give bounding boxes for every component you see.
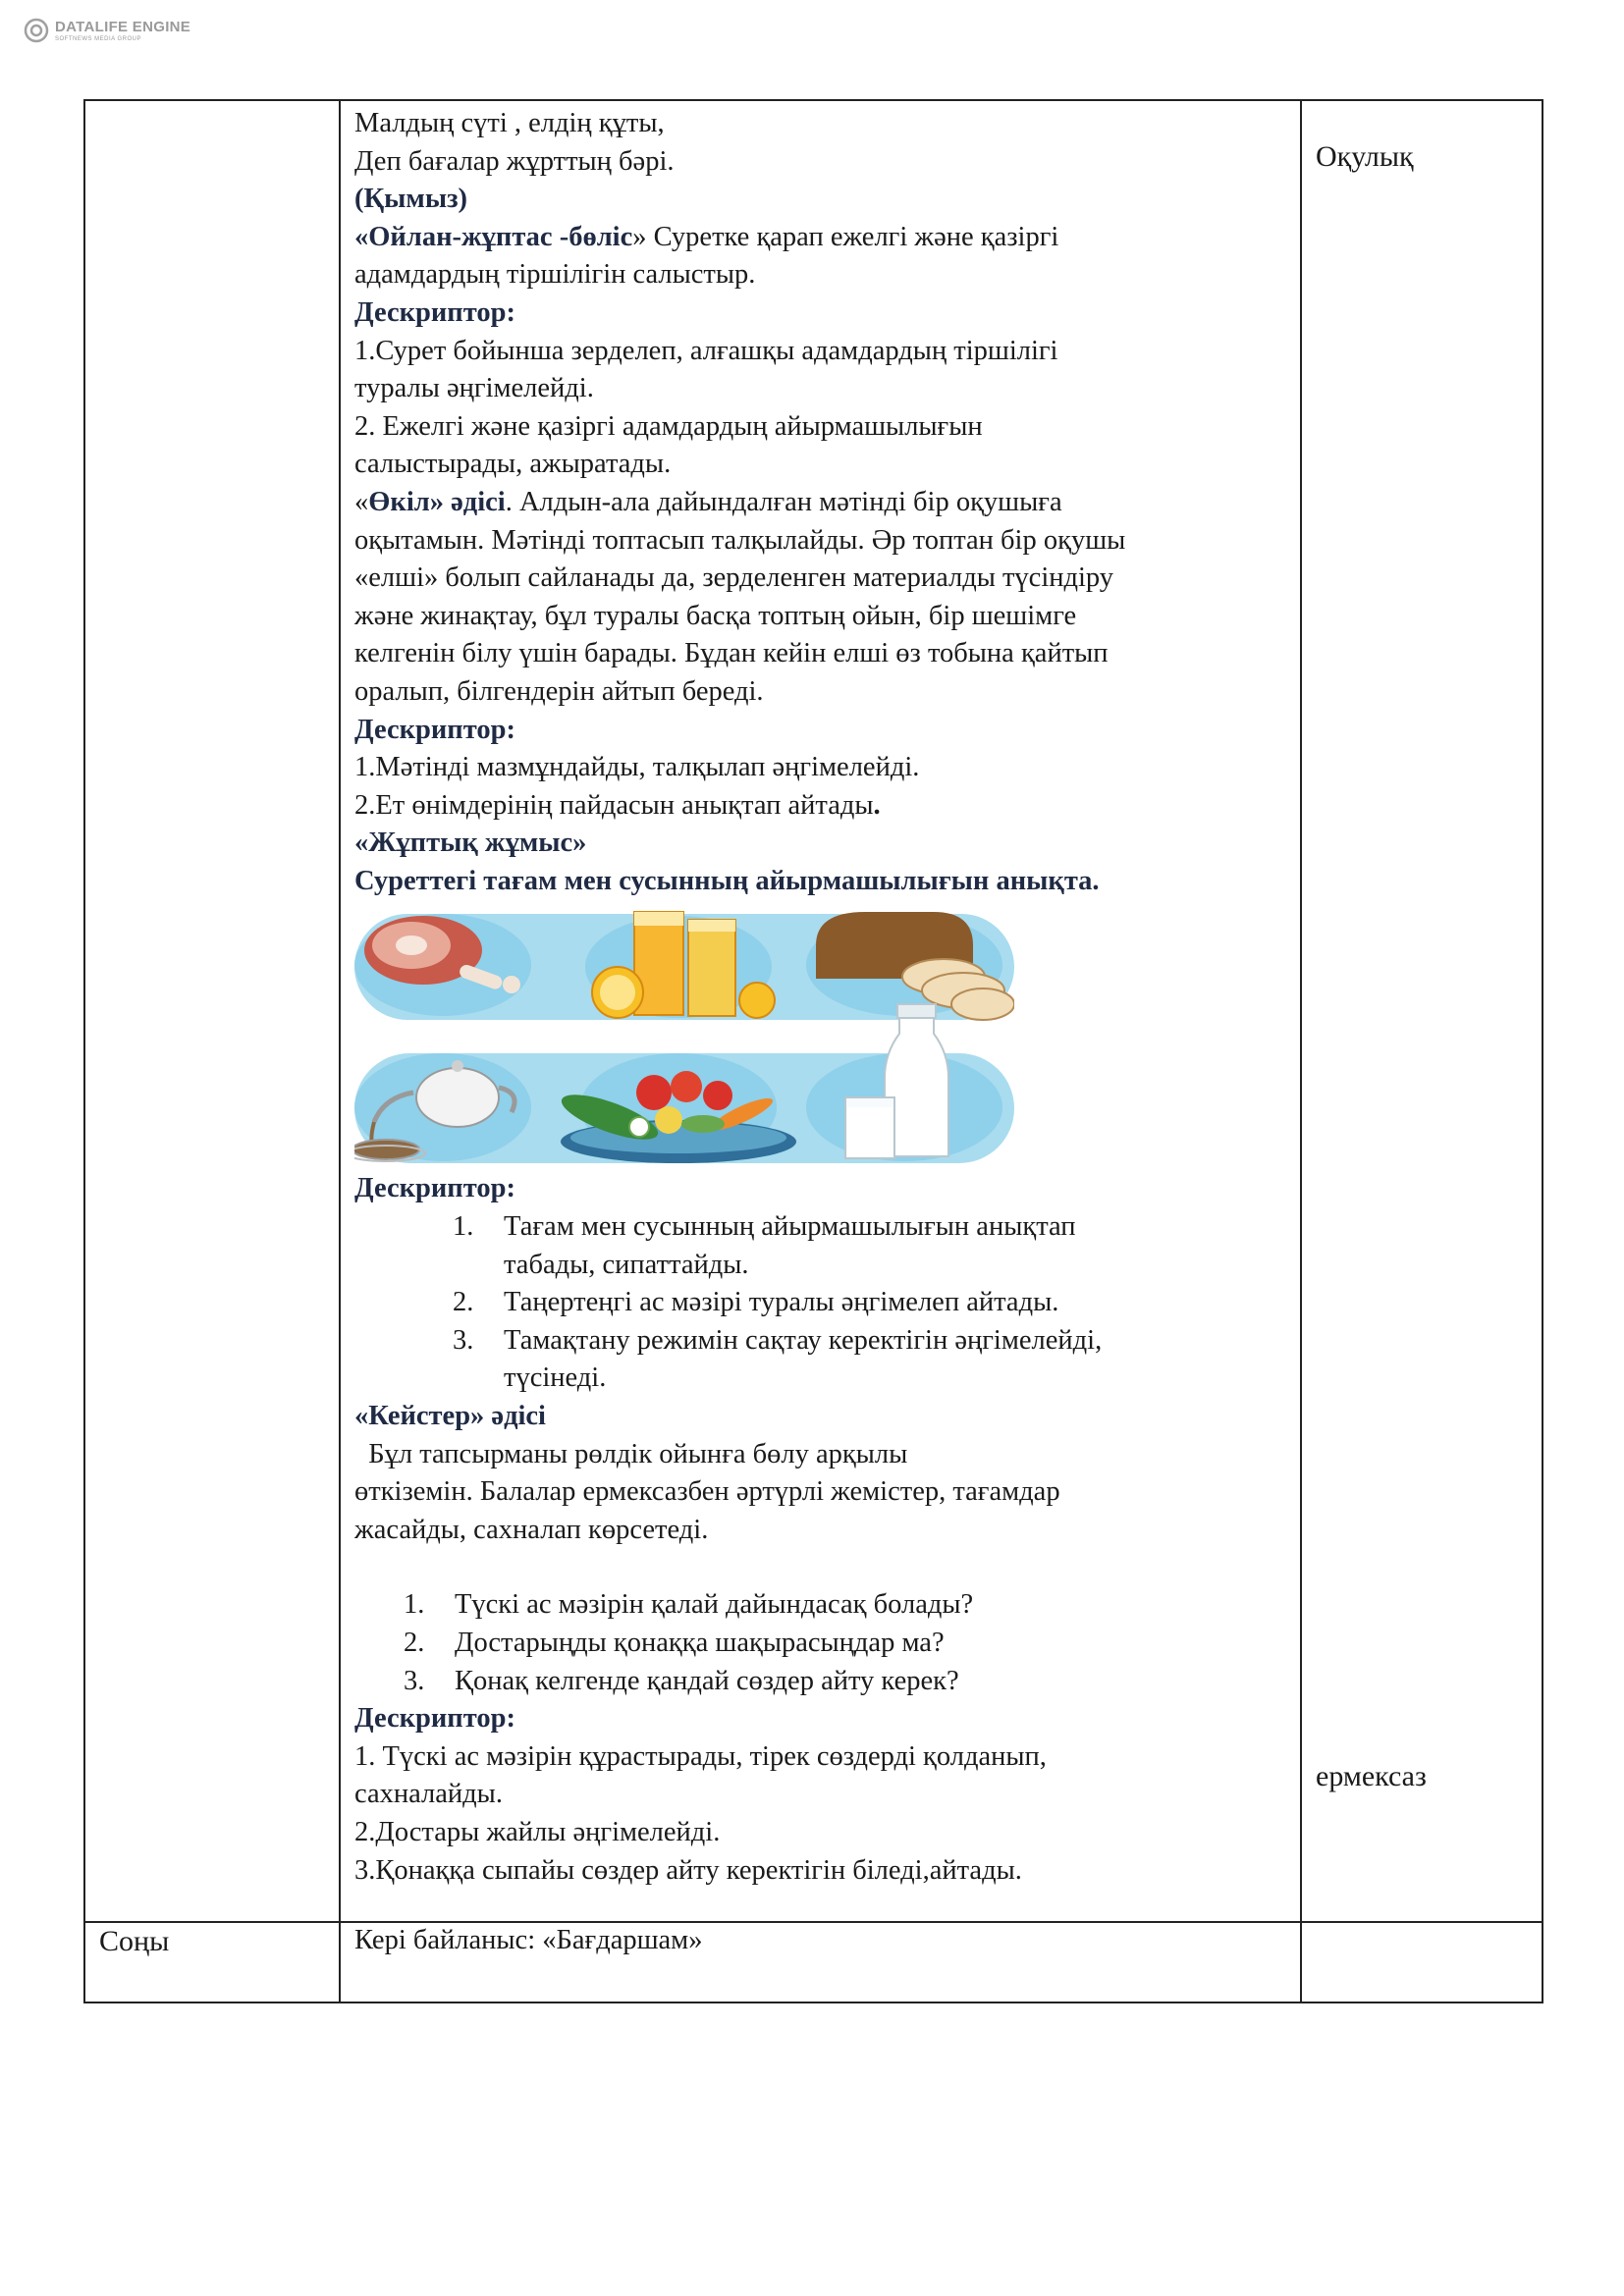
food-and-drinks-image	[354, 906, 1014, 1166]
method-title: «Ойлан-жұптас -бөліс	[354, 221, 633, 252]
descriptor-item: салыстырады, ажыратады.	[354, 449, 672, 480]
envoy-method: «Өкіл» әдісі. Алдын-ала дайындалған мәтінді бір оқушыға	[354, 486, 1062, 517]
list-item: 2. Таңертеңгі ас мәзірі туралы әңгімелеп айтады.	[453, 1287, 1059, 1318]
method-text: келгенін білу үшін барады. Бұдан кейін елші өз тобына қайтып	[354, 638, 1109, 669]
method-title: Өкіл» әдісі	[368, 486, 506, 517]
descriptor-item: 2.Ет өнімдерінің пайдасын анықтап айтады.	[354, 789, 881, 821]
descriptor-item: 2. Ежелгі және қазіргі адамдардың айырмашылығын	[354, 410, 983, 442]
list-item: 2. Достарыңды қонаққа шақырасыңдар ма?	[404, 1628, 945, 1658]
watermark-title: DATALIFE ENGINE	[55, 18, 191, 35]
poem-line: Малдың сүті , елдің құты,	[354, 108, 665, 138]
list-item: түсінеді.	[504, 1362, 607, 1394]
poem-line: Деп бағалар жұрттың бәрі.	[354, 145, 675, 177]
descriptor-item: 3.Қонаққа сыпайы сөздер айту керектігін біледі,айтады.	[354, 1854, 1022, 1886]
list-item: 1. Тағам мен сусынның айырмашылығын анықтап	[453, 1211, 1076, 1243]
list-item: 3. Тамақтану режимін сақтау керектігін әңгімелейді,	[453, 1324, 1103, 1356]
pair-work-heading: «Жұптық жұмыс»	[354, 828, 587, 859]
method-text: оралып, білгендерін айтып береді.	[354, 675, 764, 707]
cases-method-heading: «Кейстер» әдісі	[354, 1401, 546, 1432]
think-pair-share-task: «Ойлан-жұптас -бөліс» Суретке қарап ежелгі және қазіргі	[354, 221, 1059, 252]
method-text: Бұл тапсырманы рөлдік ойынға бөлу арқылы	[354, 1438, 908, 1469]
activity-cell	[340, 100, 1301, 1922]
table-row	[84, 100, 1543, 1922]
descriptor-item: сахналайды.	[354, 1779, 503, 1810]
resource-plasticine: ермексаз	[1316, 1760, 1427, 1792]
method-text: жасайды, сахналап көрсетеді.	[354, 1514, 709, 1545]
pair-work-task: Суреттегі тағам мен сусынның айырмашылығын анықта.	[354, 865, 1100, 896]
datalife-logo-icon	[24, 18, 49, 43]
descriptor-item: 1.Мәтінді мазмұндайды, талқылап әңгімелейді.	[354, 752, 920, 783]
list-item: 1. Түскі ас мәзірін қалай дайындасақ болады?	[404, 1589, 974, 1621]
method-text: «елші» болып сайланады да, зерделенген материалды түсіндіру	[354, 562, 1114, 594]
descriptor-item: 2.Достары жайлы әңгімелейді.	[354, 1816, 721, 1847]
lesson-plan-table	[83, 99, 1543, 2003]
descriptor-heading: Дескриптор:	[354, 1703, 515, 1735]
descriptor-list	[354, 1208, 1290, 1398]
method-text: өткіземін. Балалар ермексазбен әртүрлі жемістер, тағамдар	[354, 1476, 1060, 1508]
question-list	[354, 1586, 1290, 1700]
resource-textbook: Оқулық	[1316, 140, 1414, 173]
descriptor-heading: Дескриптор:	[354, 1173, 515, 1204]
task-text: адамдардың тіршілігін салыстыр.	[354, 259, 756, 291]
resources-cell	[1301, 100, 1543, 1922]
stage-cell	[84, 100, 340, 1922]
stage-cell: Соңы	[84, 1922, 340, 2002]
resources-cell	[1301, 1922, 1543, 2002]
descriptor-item: 1.Сурет бойынша зерделеп, алғашқы адамдардың тіршілігі	[354, 335, 1058, 366]
descriptor-item: туралы әңгімелейді.	[354, 373, 594, 404]
method-text: оқытамын. Мәтінді топтасып талқылайды. Әр топтан бір оқушы	[354, 524, 1126, 556]
descriptor-heading: Дескриптор:	[354, 714, 515, 745]
spacer	[354, 1549, 1290, 1586]
watermark-subtitle: SOFTNEWS MEDIA GROUP	[55, 35, 142, 42]
feedback-cell: Кері байланыс: «Бағдаршам»	[340, 1922, 1301, 2002]
riddle-answer: (Қымыз)	[354, 184, 468, 215]
watermark	[24, 18, 190, 43]
method-text: және жинақтау, бұл туралы басқа топтың ойын, бір шешімге	[354, 600, 1077, 631]
list-item: 3. Қонақ келгенде қандай сөздер айту керек?	[404, 1665, 959, 1696]
descriptor-heading: Дескриптор:	[354, 296, 515, 328]
descriptor-item: 1. Түскі ас мәзірін құрастырады, тірек сөздерді қолданып,	[354, 1740, 1047, 1772]
table-row	[84, 1922, 1543, 2002]
list-item: табады, сипаттайды.	[504, 1249, 749, 1280]
